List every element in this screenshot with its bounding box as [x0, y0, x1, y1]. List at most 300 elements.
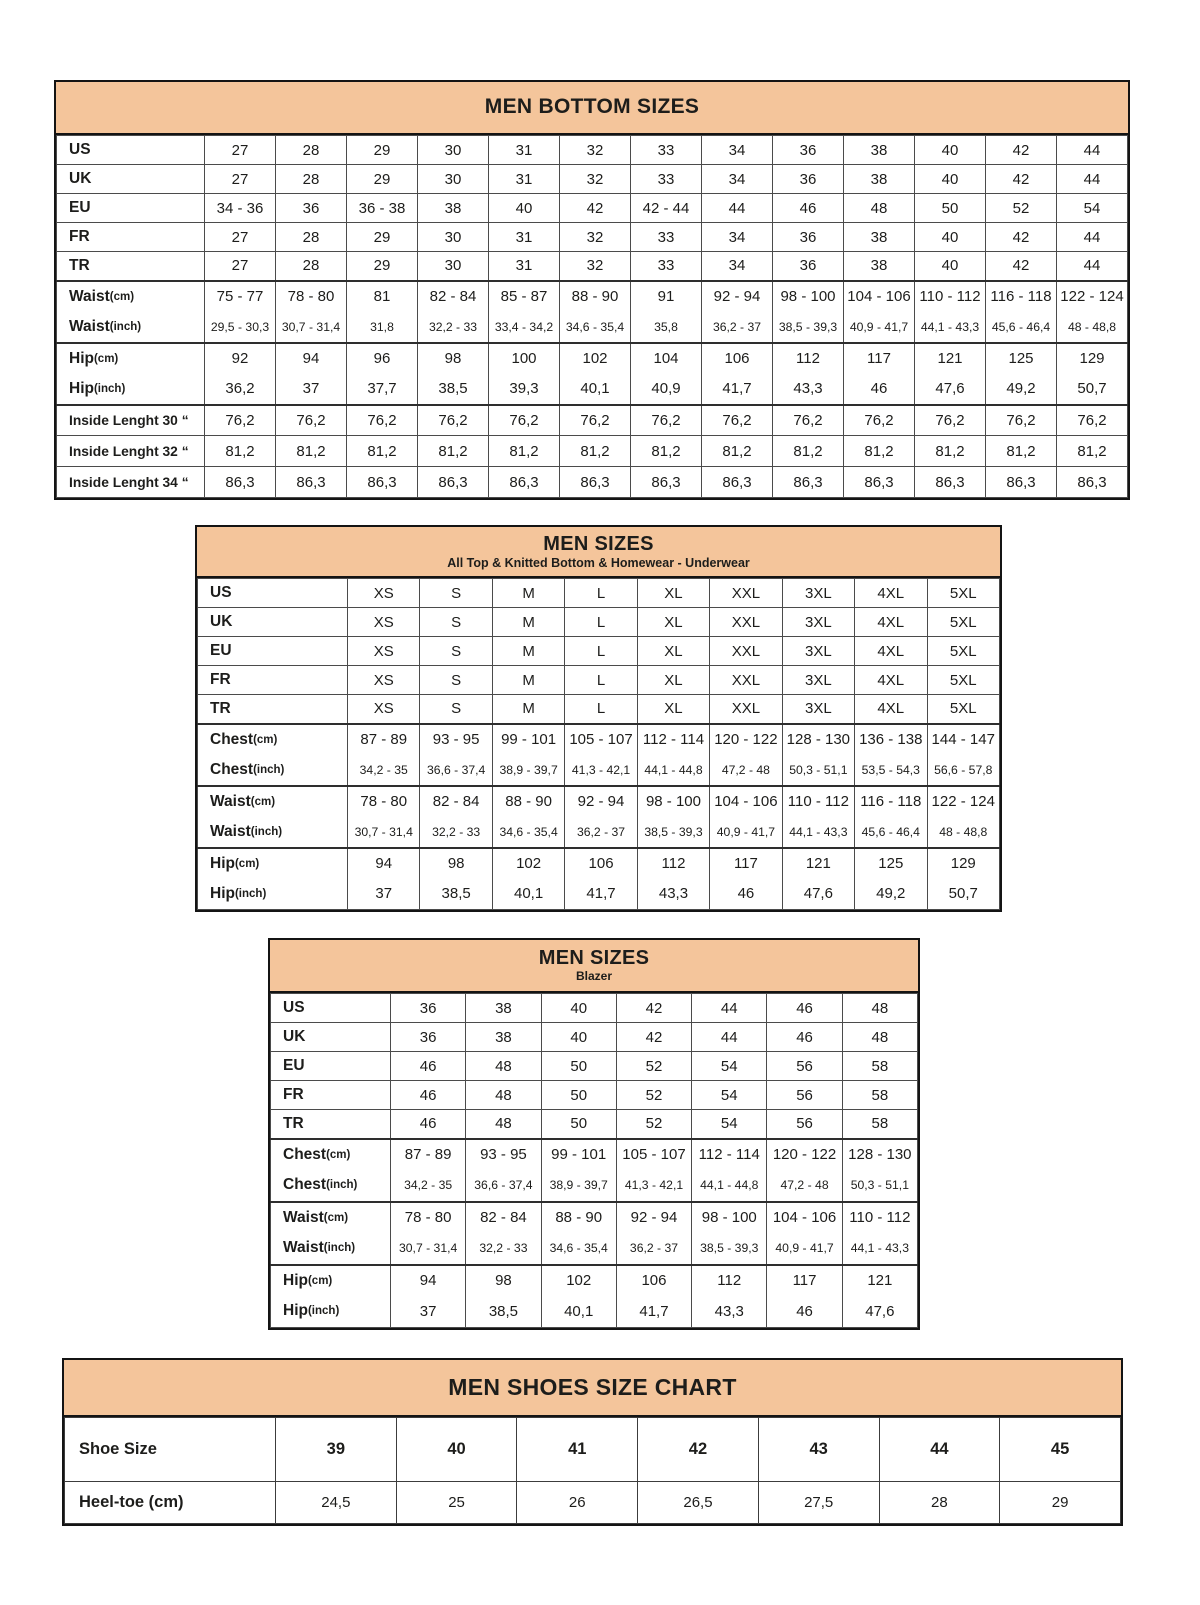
size-value-cell: 58	[842, 1110, 917, 1139]
size-value-cell: 76,2	[773, 405, 844, 436]
size-value-line: 81	[373, 288, 391, 305]
row-label	[198, 786, 348, 848]
size-value-cell: 40	[396, 1418, 517, 1482]
size-value-line: 44,1 - 43,3	[850, 1241, 909, 1256]
size-value-cell: 38	[466, 1023, 541, 1052]
row-label	[57, 165, 205, 194]
size-value-cell	[782, 786, 854, 848]
size-value-line: 120 - 122	[714, 731, 778, 748]
size-value-line: 32,2 - 33	[479, 1241, 528, 1256]
size-value-cell: XL	[637, 608, 709, 637]
size-value-cell: 81,2	[702, 436, 773, 467]
row-label-text: Hip	[210, 884, 235, 902]
size-value-cell	[767, 1202, 842, 1265]
size-value-cell: 86,3	[631, 467, 702, 498]
size-value-cell	[466, 1139, 541, 1202]
row-label-text: EU	[210, 642, 232, 659]
row-label-text: Waist	[69, 287, 110, 305]
size-value-line: 94	[419, 1272, 437, 1290]
size-value-cell: 42	[560, 194, 631, 223]
size-value-cell	[347, 343, 418, 405]
row-label	[57, 436, 205, 467]
size-value-cell	[842, 1139, 917, 1202]
row-label-text: Chest	[283, 1146, 327, 1163]
size-value-cell: 44	[1057, 136, 1128, 165]
size-value-cell: 86,3	[489, 467, 560, 498]
size-value-cell: 50	[541, 1110, 616, 1139]
size-value-cell: 36	[773, 252, 844, 281]
size-value-line: 82 - 84	[432, 793, 480, 810]
size-value-line: 85 - 87	[500, 288, 548, 305]
size-value-cell: 34	[702, 165, 773, 194]
size-value-cell: XL	[637, 666, 709, 695]
size-value-cell: 27	[205, 136, 276, 165]
size-value-line: 106	[724, 350, 750, 367]
size-value-cell: 36	[773, 136, 844, 165]
size-value-cell: L	[565, 637, 637, 666]
table-row	[57, 281, 1128, 343]
size-value-cell: 81,2	[205, 436, 276, 467]
size-value-cell	[927, 848, 1000, 910]
size-value-line: 31,8	[370, 319, 394, 334]
size-value-cell: L	[565, 608, 637, 637]
size-value-line: 34,2 - 35	[404, 1178, 453, 1193]
size-value-cell: 29	[1000, 1482, 1121, 1524]
size-value-cell: 54	[692, 1081, 767, 1110]
size-value-cell	[391, 1202, 466, 1265]
size-value-line: 38,9 - 39,7	[549, 1178, 608, 1193]
men-bottom-sizes-header	[56, 82, 1128, 135]
size-value-line: 44,1 - 44,8	[700, 1178, 759, 1193]
size-value-line: 37	[419, 1302, 437, 1320]
size-value-cell: 30	[418, 165, 489, 194]
size-value-line: 43,3	[714, 1302, 744, 1320]
size-value-cell: 40	[915, 252, 986, 281]
table-row	[271, 1023, 918, 1052]
size-value-cell: 27	[205, 165, 276, 194]
row-label-text: Waist	[283, 1239, 324, 1256]
size-value-cell: 38	[844, 165, 915, 194]
size-value-cell: 54	[692, 1052, 767, 1081]
row-label-unit: (inch)	[250, 825, 283, 838]
table-row	[65, 1482, 1121, 1524]
table-row	[198, 786, 1000, 848]
row-label	[198, 579, 348, 608]
row-label-unit: (cm)	[323, 1212, 349, 1224]
size-value-line: 32,2 - 33	[428, 319, 478, 334]
size-value-line: 38,5	[438, 380, 468, 397]
size-value-cell	[692, 1202, 767, 1265]
size-value-cell: 4XL	[855, 579, 927, 608]
row-label	[65, 1418, 276, 1482]
size-value-cell	[773, 343, 844, 405]
size-value-cell: 39	[276, 1418, 397, 1482]
size-value-cell: 3XL	[782, 608, 854, 637]
size-value-cell	[616, 1265, 691, 1328]
row-label-text: Waist	[210, 792, 251, 810]
row-label-text: Hip	[210, 854, 235, 872]
size-value-cell: XS	[348, 666, 420, 695]
size-value-cell: 76,2	[986, 405, 1057, 436]
size-value-cell	[391, 1265, 466, 1328]
size-value-cell	[420, 848, 492, 910]
size-value-line: 116 - 118	[990, 288, 1052, 305]
row-label-line	[198, 787, 347, 817]
size-value-cell: S	[420, 637, 492, 666]
size-value-line: 87 - 89	[360, 731, 408, 748]
table-row	[198, 608, 1000, 637]
size-value-cell: 33	[631, 223, 702, 252]
size-value-line: 112 - 114	[642, 731, 705, 748]
size-value-cell: XL	[637, 637, 709, 666]
table-row	[271, 1202, 918, 1265]
men-shoes-size-chart-table	[62, 1358, 1123, 1526]
size-value-cell: 48	[842, 994, 917, 1023]
size-value-cell: 30	[418, 223, 489, 252]
row-label-text: Inside Lenght 30 “	[69, 412, 189, 428]
size-value-cell: 4XL	[855, 666, 927, 695]
size-value-cell: 50	[541, 1081, 616, 1110]
size-value-line: 36,2	[225, 380, 255, 397]
size-value-cell	[710, 786, 782, 848]
size-value-cell: M	[492, 579, 564, 608]
men-sizes-top-table	[195, 525, 1002, 912]
size-value-cell	[844, 343, 915, 405]
size-value-line: 47,6	[935, 380, 965, 397]
size-value-line: 47,2 - 48	[780, 1178, 829, 1193]
size-value-cell: 50	[541, 1052, 616, 1081]
table-row	[271, 1081, 918, 1110]
size-value-cell: 86,3	[560, 467, 631, 498]
size-value-line: 40,9 - 41,7	[716, 824, 776, 839]
row-label-text: EU	[283, 1057, 305, 1074]
size-value-cell: 4XL	[855, 637, 927, 666]
size-value-cell: 32	[560, 136, 631, 165]
size-value-cell	[844, 281, 915, 343]
size-value-cell	[205, 281, 276, 343]
men-sizes-top-grid	[197, 578, 1000, 910]
size-value-cell: 38	[844, 136, 915, 165]
size-value-line: 44,1 - 43,3	[920, 319, 980, 334]
row-label	[57, 343, 205, 405]
size-value-cell: S	[420, 608, 492, 637]
size-value-cell: 42	[616, 994, 691, 1023]
size-value-line: 106	[641, 1272, 667, 1290]
size-value-line: 112 - 114	[698, 1146, 760, 1164]
row-label-text: Shoe Size	[79, 1440, 157, 1458]
row-label-line	[57, 344, 204, 374]
size-value-cell: 44	[692, 994, 767, 1023]
row-label-unit: (inch)	[326, 1179, 358, 1191]
row-label-unit: (cm)	[326, 1149, 351, 1161]
size-value-cell: 52	[986, 194, 1057, 223]
row-label-line	[198, 849, 347, 879]
size-value-cell: 3XL	[782, 695, 854, 724]
size-value-line: 37	[375, 885, 393, 902]
row-label	[271, 1081, 391, 1110]
size-value-cell: 33	[631, 252, 702, 281]
size-value-cell: 25	[396, 1482, 517, 1524]
size-value-cell	[560, 281, 631, 343]
row-label	[57, 194, 205, 223]
row-label-text: Waist	[283, 1209, 324, 1226]
row-label-unit: (cm)	[250, 795, 276, 808]
size-value-cell	[637, 848, 709, 910]
size-value-cell: 48	[466, 1110, 541, 1139]
size-value-cell: 38	[466, 994, 541, 1023]
size-value-cell: 3XL	[782, 637, 854, 666]
size-value-line: 43,3	[793, 380, 823, 397]
size-value-cell: 44	[692, 1023, 767, 1052]
table-row	[198, 848, 1000, 910]
size-value-line: 129	[950, 855, 976, 872]
row-label	[271, 1023, 391, 1052]
size-value-cell: 46	[773, 194, 844, 223]
size-value-cell: 81,2	[347, 436, 418, 467]
row-label	[57, 467, 205, 498]
size-value-line: 106	[588, 855, 614, 872]
size-value-cell: 4XL	[855, 695, 927, 724]
size-value-line: 121	[867, 1272, 893, 1290]
size-value-cell: 36	[391, 1023, 466, 1052]
size-value-cell: 81,2	[1057, 436, 1128, 467]
size-value-cell: M	[492, 637, 564, 666]
row-label	[198, 666, 348, 695]
row-label	[198, 848, 348, 910]
row-label-text: Waist	[210, 822, 251, 840]
size-value-cell: 86,3	[205, 467, 276, 498]
size-value-line: 96	[373, 350, 391, 367]
size-value-cell	[560, 343, 631, 405]
size-value-line: 104	[653, 350, 679, 367]
row-label-line	[198, 879, 347, 909]
size-value-cell: XXL	[710, 608, 782, 637]
size-value-line: 41,3 - 42,1	[624, 1178, 684, 1193]
size-value-line: 98 - 100	[645, 793, 701, 810]
size-value-cell: XS	[348, 695, 420, 724]
size-value-cell: 29	[347, 252, 418, 281]
size-value-line: 48 - 48,8	[939, 824, 988, 839]
size-value-cell: 48	[844, 194, 915, 223]
size-value-cell: 38	[844, 223, 915, 252]
size-value-line: 41,7	[722, 380, 752, 397]
row-label-text: US	[283, 999, 305, 1016]
size-value-cell	[420, 786, 492, 848]
size-value-line: 36,6 - 37,4	[427, 762, 486, 777]
size-value-line: 82 - 84	[480, 1209, 527, 1227]
size-value-line: 102	[516, 855, 542, 872]
size-value-line: 40,1	[580, 380, 610, 397]
size-value-cell: 26,5	[638, 1482, 759, 1524]
size-value-line: 36,2 - 37	[629, 1241, 679, 1256]
size-value-cell: XL	[637, 579, 709, 608]
size-value-cell	[1057, 281, 1128, 343]
size-value-line: 110 - 112	[849, 1209, 911, 1227]
size-value-cell: 76,2	[631, 405, 702, 436]
size-value-cell: 46	[767, 1023, 842, 1052]
size-value-cell: 5XL	[927, 637, 1000, 666]
size-value-line: 136 - 138	[859, 731, 923, 748]
size-value-cell	[842, 1202, 917, 1265]
size-value-cell: 40	[541, 1023, 616, 1052]
men-sizes-top-header	[197, 527, 1000, 578]
size-value-cell: 48	[466, 1052, 541, 1081]
size-value-line: 41,7	[639, 1302, 669, 1320]
size-value-line: 47,2 - 48	[721, 762, 770, 777]
size-value-line: 41,7	[586, 885, 616, 902]
size-value-cell: 24,5	[276, 1482, 397, 1524]
size-value-cell: S	[420, 695, 492, 724]
size-value-cell	[276, 281, 347, 343]
row-label-text: TR	[210, 699, 231, 717]
size-value-cell	[466, 1265, 541, 1328]
size-value-cell: 76,2	[702, 405, 773, 436]
row-label	[198, 637, 348, 666]
size-value-cell	[927, 724, 1000, 786]
size-value-cell: 46	[391, 1052, 466, 1081]
size-value-cell: 81,2	[631, 436, 702, 467]
row-label-text: UK	[69, 170, 92, 187]
size-value-cell: 31	[489, 252, 560, 281]
size-value-cell: 27,5	[758, 1482, 879, 1524]
size-value-line: 102	[566, 1272, 592, 1290]
size-value-line: 144 - 147	[931, 731, 995, 748]
size-value-cell: 28	[276, 136, 347, 165]
size-value-cell: S	[420, 666, 492, 695]
size-value-line: 40,9 - 41,7	[849, 319, 909, 334]
size-value-line: 49,2	[876, 885, 906, 902]
row-label-line	[198, 725, 347, 755]
size-value-cell: 58	[842, 1052, 917, 1081]
size-value-cell: 28	[276, 223, 347, 252]
size-value-cell: 76,2	[276, 405, 347, 436]
size-value-line: 30,7 - 31,4	[281, 319, 341, 334]
size-value-cell: 32	[560, 252, 631, 281]
row-label-text: FR	[69, 228, 90, 245]
size-value-line: 125	[878, 855, 904, 872]
size-value-line: 93 - 95	[432, 731, 480, 748]
row-label-text: Inside Lenght 32 “	[69, 443, 189, 459]
row-label-text: Waist	[69, 317, 110, 335]
size-value-line: 38,5	[488, 1302, 519, 1320]
size-value-cell: M	[492, 666, 564, 695]
size-value-line: 98	[444, 350, 462, 367]
row-label	[271, 1265, 391, 1328]
size-value-cell: 48	[466, 1081, 541, 1110]
size-value-line: 45,6 - 46,4	[991, 319, 1051, 334]
size-value-line: 99 - 101	[501, 731, 557, 748]
size-value-cell: 3XL	[782, 666, 854, 695]
row-label-unit: (inch)	[234, 887, 267, 900]
size-value-line: 40,9	[651, 380, 681, 397]
size-value-cell: 36	[276, 194, 347, 223]
size-value-cell: 26	[517, 1482, 638, 1524]
men-bottom-sizes-table	[54, 80, 1130, 500]
size-value-cell: 44	[879, 1418, 1000, 1482]
size-value-line: 37,7	[367, 380, 397, 397]
size-value-cell: 52	[616, 1081, 691, 1110]
size-value-cell	[492, 848, 564, 910]
size-value-cell: 40	[489, 194, 560, 223]
size-value-cell: 86,3	[276, 467, 347, 498]
size-value-line: 47,6	[803, 885, 833, 902]
size-value-cell	[565, 848, 637, 910]
size-value-line: 50,3 - 51,1	[850, 1178, 909, 1193]
size-value-line: 36,6 - 37,4	[474, 1178, 533, 1193]
table-row	[57, 223, 1128, 252]
size-value-cell	[692, 1139, 767, 1202]
size-value-cell	[492, 786, 564, 848]
table-row	[57, 405, 1128, 436]
row-label-text: UK	[210, 613, 233, 630]
size-value-line: 44,1 - 44,8	[644, 762, 703, 777]
size-value-cell: 30	[418, 136, 489, 165]
size-value-line: 112	[717, 1272, 742, 1290]
size-value-cell: 40	[915, 223, 986, 252]
size-value-line: 82 - 84	[429, 288, 477, 305]
size-value-cell: 81,2	[276, 436, 347, 467]
size-value-cell: 36	[773, 165, 844, 194]
table-row	[271, 1110, 918, 1139]
size-value-cell	[1057, 343, 1128, 405]
size-value-cell: 5XL	[927, 608, 1000, 637]
size-value-cell: 86,3	[986, 467, 1057, 498]
row-label	[57, 136, 205, 165]
size-value-cell	[418, 343, 489, 405]
size-value-line: 102	[582, 350, 608, 367]
size-value-line: 121	[805, 855, 831, 872]
row-label-text: Chest	[283, 1176, 327, 1193]
size-value-cell	[986, 343, 1057, 405]
row-label-unit: (inch)	[323, 1242, 356, 1254]
size-value-cell: 52	[616, 1110, 691, 1139]
size-value-cell: 4XL	[855, 608, 927, 637]
row-label-text: FR	[283, 1086, 304, 1103]
row-label-text: Hip	[283, 1302, 308, 1319]
size-value-cell: 81,2	[986, 436, 1057, 467]
size-value-cell	[915, 281, 986, 343]
size-value-cell: 76,2	[347, 405, 418, 436]
row-label-text: Chest	[210, 760, 254, 778]
row-label-unit: (cm)	[93, 352, 119, 365]
size-value-cell	[616, 1202, 691, 1265]
size-value-cell: 5XL	[927, 579, 1000, 608]
row-label	[57, 252, 205, 281]
size-value-line: 88 - 90	[505, 793, 552, 810]
row-label-text: US	[210, 584, 232, 601]
size-value-cell	[842, 1265, 917, 1328]
row-label-line	[271, 1203, 390, 1233]
size-value-cell	[565, 786, 637, 848]
size-value-line: 98 - 100	[701, 1209, 757, 1227]
size-value-cell: 46	[391, 1110, 466, 1139]
size-value-cell: 86,3	[418, 467, 489, 498]
size-value-line: 34,6 - 35,4	[565, 319, 625, 334]
size-value-line: 88 - 90	[571, 288, 619, 305]
size-value-line: 53,5 - 54,3	[861, 762, 920, 777]
row-label-text: TR	[69, 256, 90, 274]
row-label-text: Chest	[210, 730, 254, 748]
size-value-line: 39,3	[509, 380, 539, 397]
size-value-cell: 28	[879, 1482, 1000, 1524]
size-value-cell: 5XL	[927, 666, 1000, 695]
size-value-cell: 86,3	[844, 467, 915, 498]
size-value-cell: 81,2	[773, 436, 844, 467]
size-value-cell	[767, 1139, 842, 1202]
size-value-cell: 76,2	[489, 405, 560, 436]
table-row	[198, 579, 1000, 608]
size-value-cell: 34	[702, 223, 773, 252]
